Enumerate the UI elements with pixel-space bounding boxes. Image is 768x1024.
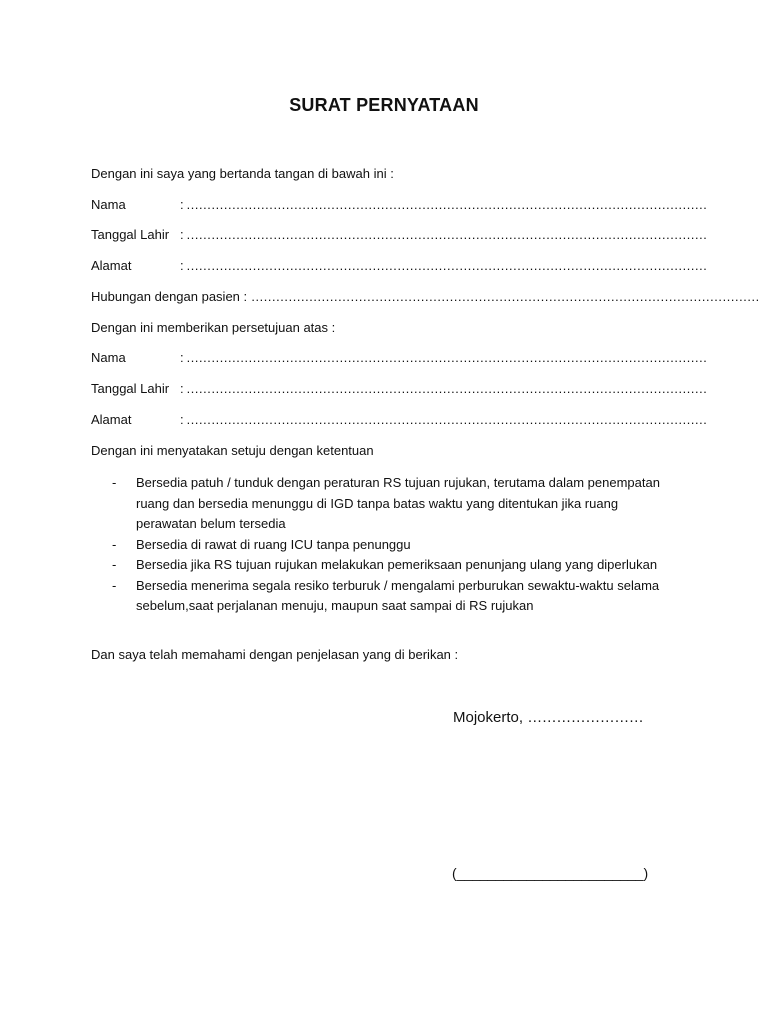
patient-name-label: Nama [91,350,126,365]
terms-item-text: Bersedia menerima segala resiko terburuk / mengalami perburukan sewaktu-waktu selama sebelum,saat perjalanan menuju, maupun saat sampai di RS rujukan [136,577,660,613]
terms-item [112,576,672,617]
intro-text: Dengan ini saya yang bertanda tangan di bawah ini : [91,166,394,181]
terms-item-text: Bersedia di rawat di ruang ICU tanpa penunggu [136,536,411,552]
letter-title: SURAT PERNYATAAN [289,95,479,115]
bullet-dash: - [112,536,117,552]
terms-item [112,555,672,576]
terms-item [112,473,672,535]
closing-text: Dan saya telah memahami dengan penjelasan yang di berikan : [91,647,459,662]
patient-dob-label: Tanggal Lahir [91,381,170,396]
signature-line: (________________________) [452,865,649,881]
relation-field: …………………………………………………………………………………………………………… [250,289,760,304]
place-label: Mojokerto, [453,709,528,726]
patient-address-field: : ……………………………………………………………………………………………………………… [180,412,707,427]
date-field: …………………… [527,709,644,726]
consent-intro-text: Dengan ini memberikan persetujuan atas : [91,320,336,335]
place-date [453,709,643,726]
patient-dob-field: : ……………………………………………………………………………………………………………… [180,381,707,396]
relation-row [91,289,759,305]
terms-item [112,535,672,556]
signer-address-label: Alamat [91,258,132,273]
bullet-dash: - [112,577,117,593]
signer-name-field: : ……………………………………………………………………………………………………………… [180,197,707,212]
terms-list [112,473,672,617]
bullet-dash: - [112,475,117,490]
signer-dob-label: Tanggal Lahir [91,227,170,242]
terms-intro-text: Dengan ini menyatakan setuju dengan ketentuan [91,443,374,458]
patient-address-label: Alamat [91,412,132,427]
terms-item-text: Bersedia patuh / tunduk dengan peraturan RS tujuan rujukan, terutama dalam penempatan ruang dan bersedia menunggu di IGD tanpa batas waktu yang ditentukan jika ruang perawatan belum tersedia [136,475,660,531]
signer-dob-field: : ……………………………………………………………………………………………………………… [180,227,707,242]
bullet-dash: - [112,557,117,572]
relation-label: Hubungan dengan pasien : [91,289,251,304]
terms-item-text: Bersedia jika RS tujuan rujukan melakukan pemeriksaan penunjang ulang yang diperlukan [136,557,658,572]
signer-name-label: Nama [91,197,126,212]
patient-name-field: : ……………………………………………………………………………………………………………… [180,350,707,365]
signer-address-field: : ……………………………………………………………………………………………………………… [180,258,707,273]
